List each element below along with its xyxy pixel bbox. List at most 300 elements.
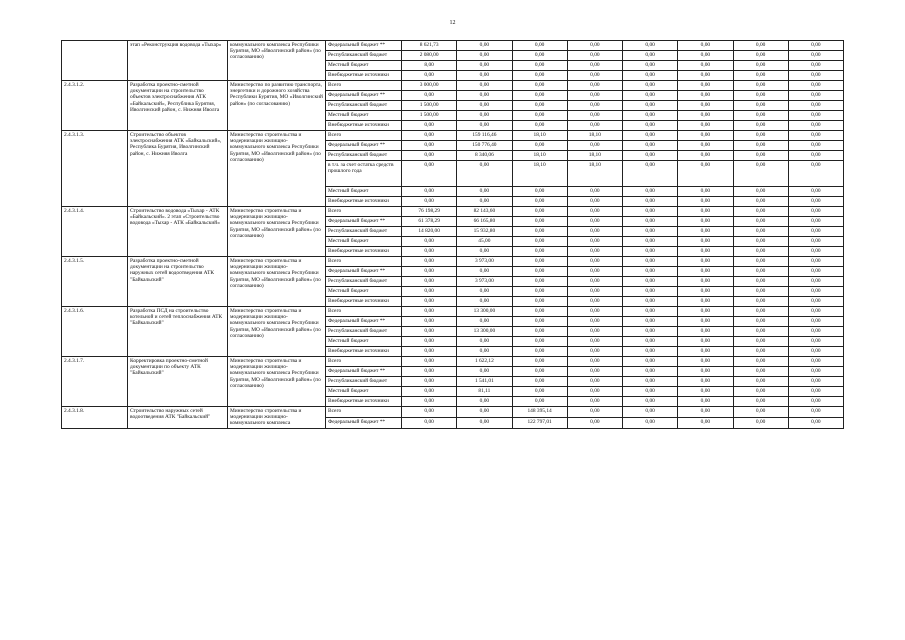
amount-cell: 0,00 (512, 257, 567, 267)
amount-cell: 0,00 (678, 131, 733, 141)
amount-cell: 0,00 (678, 71, 733, 81)
amount-cell: 0,00 (678, 367, 733, 377)
amount-cell: 0,00 (512, 197, 567, 207)
funding-source: Республиканский бюджет (326, 151, 402, 161)
amount-cell: 0,00 (788, 121, 843, 131)
amount-cell: 0,00 (512, 91, 567, 101)
amount-cell: 0,00 (733, 407, 788, 418)
amount-cell: 0,00 (567, 71, 622, 81)
funding-source: Внебюджетные источники (326, 347, 402, 357)
amount-cell: 0,00 (567, 91, 622, 101)
amount-cell: 0,00 (788, 357, 843, 367)
amount-cell: 8,00 (402, 61, 457, 71)
amount-cell: 0,00 (512, 397, 567, 407)
amount-cell: 0,00 (567, 267, 622, 277)
amount-cell: 2 080,00 (402, 51, 457, 61)
amount-cell: 0,00 (678, 227, 733, 237)
amount-cell: 0,00 (678, 81, 733, 91)
amount-cell: 0,00 (402, 91, 457, 101)
amount-cell: 150 776,40 (457, 141, 512, 151)
funding-source: Федеральный бюджет ** (326, 367, 402, 377)
funding-source: Всего (326, 131, 402, 141)
amount-cell: 0,00 (567, 327, 622, 337)
amount-cell: 0,00 (512, 141, 567, 151)
amount-cell: 0,00 (457, 297, 512, 307)
amount-cell: 0,00 (512, 207, 567, 217)
amount-cell: 0,00 (567, 247, 622, 257)
amount-cell: 0,00 (457, 187, 512, 197)
amount-cell: 0,00 (733, 297, 788, 307)
table-row (62, 131, 844, 141)
amount-cell: 0,00 (733, 187, 788, 197)
amount-cell: 0,00 (733, 247, 788, 257)
amount-cell: 0,00 (788, 207, 843, 217)
table-row (62, 81, 844, 91)
amount-cell: 0,00 (623, 161, 678, 187)
amount-cell: 0,00 (512, 81, 567, 91)
amount-cell: 0,00 (402, 141, 457, 151)
table-row (62, 307, 844, 317)
amount-cell: 0,00 (512, 101, 567, 111)
amount-cell: 15 932,80 (457, 227, 512, 237)
amount-cell: 0,00 (567, 197, 622, 207)
amount-cell: 0,00 (623, 307, 678, 317)
amount-cell: 0,00 (567, 51, 622, 61)
amount-cell: 0,00 (788, 307, 843, 317)
amount-cell: 0,00 (733, 347, 788, 357)
item-executor: коммунального комплекса Республики Бурятия, МО «Иволгинский район» (по согласованию) (228, 41, 326, 81)
amount-cell: 0,00 (733, 327, 788, 337)
amount-cell: 0,00 (402, 327, 457, 337)
amount-cell: 1 622,12 (457, 357, 512, 367)
amount-cell: 0,00 (623, 101, 678, 111)
amount-cell: 0,00 (457, 91, 512, 101)
amount-cell: 0,00 (788, 161, 843, 187)
funding-source: Местный бюджет (326, 387, 402, 397)
amount-cell: 0,00 (567, 41, 622, 51)
amount-cell: 0,00 (402, 121, 457, 131)
amount-cell: 0,00 (678, 387, 733, 397)
amount-cell: 66 165,80 (457, 217, 512, 227)
amount-cell: 0,00 (457, 407, 512, 418)
amount-cell: 0,00 (733, 161, 788, 187)
amount-cell: 0,00 (402, 377, 457, 387)
item-name: Корректировка проектно-сметной документации по объекту АТК "Байкальский" (128, 357, 228, 407)
amount-cell: 0,00 (567, 387, 622, 397)
amount-cell: 0,00 (678, 337, 733, 347)
amount-cell: 0,00 (457, 81, 512, 91)
amount-cell: 0,00 (678, 217, 733, 227)
amount-cell: 0,00 (402, 247, 457, 257)
amount-cell: 0,00 (567, 101, 622, 111)
amount-cell: 0,00 (567, 81, 622, 91)
amount-cell: 0,00 (567, 337, 622, 347)
amount-cell: 18,10 (512, 131, 567, 141)
amount-cell: 0,00 (788, 217, 843, 227)
funding-source: Республиканский бюджет (326, 277, 402, 287)
table-row (62, 257, 844, 267)
amount-cell: 0,00 (788, 51, 843, 61)
amount-cell: 0,00 (623, 61, 678, 71)
amount-cell: 0,00 (623, 91, 678, 101)
amount-cell: 0,00 (457, 417, 512, 428)
amount-cell: 0,00 (512, 377, 567, 387)
table-row (62, 41, 844, 51)
amount-cell: 0,00 (623, 51, 678, 61)
funding-source: Федеральный бюджет ** (326, 41, 402, 51)
amount-cell: 0,00 (512, 111, 567, 121)
amount-cell: 0,00 (457, 397, 512, 407)
amount-cell: 0,00 (567, 297, 622, 307)
amount-cell: 0,00 (623, 317, 678, 327)
funding-source: Республиканский бюджет (326, 227, 402, 237)
amount-cell: 0,00 (512, 327, 567, 337)
amount-cell: 0,00 (567, 217, 622, 227)
amount-cell: 0,00 (512, 347, 567, 357)
amount-cell: 0,00 (457, 111, 512, 121)
amount-cell: 3 973,00 (457, 257, 512, 267)
amount-cell: 0,00 (733, 417, 788, 428)
amount-cell: 0,00 (623, 347, 678, 357)
amount-cell: 0,00 (678, 111, 733, 121)
funding-source: Всего (326, 207, 402, 217)
amount-cell: 0,00 (512, 337, 567, 347)
amount-cell: 0,00 (457, 367, 512, 377)
amount-cell: 0,00 (512, 41, 567, 51)
amount-cell: 18,10 (512, 151, 567, 161)
amount-cell: 0,00 (567, 61, 622, 71)
amount-cell: 0,00 (512, 247, 567, 257)
amount-cell: 0,00 (733, 227, 788, 237)
amount-cell: 0,00 (678, 151, 733, 161)
amount-cell: 0,00 (788, 297, 843, 307)
amount-cell: 0,00 (678, 257, 733, 267)
amount-cell: 0,00 (733, 367, 788, 377)
amount-cell: 0,00 (733, 397, 788, 407)
amount-cell: 0,00 (733, 197, 788, 207)
amount-cell: 76 198,29 (402, 207, 457, 217)
amount-cell: 0,00 (402, 197, 457, 207)
funding-source: Местный бюджет (326, 61, 402, 71)
amount-cell: 0,00 (512, 267, 567, 277)
item-code (62, 41, 128, 81)
amount-cell: 61 378,29 (402, 217, 457, 227)
amount-cell: 0,00 (457, 287, 512, 297)
item-executor: Министерство строительства и модернизации жилищно-коммунального комплекса (228, 407, 326, 429)
table-row (62, 357, 844, 367)
amount-cell: 0,00 (788, 337, 843, 347)
amount-cell: 0,00 (512, 357, 567, 367)
amount-cell: 8 340,06 (457, 151, 512, 161)
amount-cell: 0,00 (567, 417, 622, 428)
amount-cell: 0,00 (733, 151, 788, 161)
amount-cell: 0,00 (678, 307, 733, 317)
funding-source: Республиканский бюджет (326, 101, 402, 111)
amount-cell: 0,00 (788, 257, 843, 267)
amount-cell: 0,00 (788, 327, 843, 337)
amount-cell: 0,00 (567, 347, 622, 357)
item-name: Строительство наружных сетей водоотведения АТК "Байкальский" (128, 407, 228, 429)
amount-cell: 0,00 (788, 247, 843, 257)
amount-cell: 0,00 (402, 357, 457, 367)
amount-cell: 81,11 (457, 387, 512, 397)
amount-cell: 0,00 (457, 41, 512, 51)
amount-cell: 0,00 (788, 141, 843, 151)
amount-cell: 0,00 (623, 111, 678, 121)
amount-cell: 0,00 (402, 297, 457, 307)
amount-cell: 0,00 (788, 101, 843, 111)
amount-cell: 0,00 (788, 417, 843, 428)
amount-cell: 0,00 (788, 347, 843, 357)
amount-cell: 0,00 (623, 187, 678, 197)
amount-cell: 0,00 (623, 81, 678, 91)
amount-cell: 0,00 (402, 267, 457, 277)
amount-cell: 0,00 (457, 51, 512, 61)
amount-cell: 0,00 (623, 217, 678, 227)
funding-source: Местный бюджет (326, 187, 402, 197)
amount-cell: 0,00 (733, 111, 788, 121)
amount-cell: 0,00 (623, 377, 678, 387)
amount-cell: 0,00 (678, 207, 733, 217)
amount-cell: 0,00 (733, 41, 788, 51)
amount-cell: 0,00 (623, 131, 678, 141)
amount-cell: 0,00 (402, 307, 457, 317)
amount-cell: 0,00 (788, 151, 843, 161)
amount-cell: 0,00 (567, 207, 622, 217)
amount-cell: 0,00 (512, 51, 567, 61)
amount-cell: 0,00 (402, 257, 457, 267)
item-code: 2.4.3.1.2. (62, 81, 128, 131)
amount-cell: 0,00 (788, 41, 843, 51)
amount-cell: 0,00 (512, 367, 567, 377)
amount-cell: 0,00 (678, 267, 733, 277)
item-code: 2.4.3.1.5. (62, 257, 128, 307)
funding-source: Внебюджетные источники (326, 297, 402, 307)
amount-cell: 148 395,14 (512, 407, 567, 418)
amount-cell: 8 621,73 (402, 41, 457, 51)
amount-cell: 0,00 (733, 337, 788, 347)
amount-cell: 0,00 (402, 131, 457, 141)
amount-cell: 3 000,00 (402, 81, 457, 91)
amount-cell: 0,00 (623, 287, 678, 297)
amount-cell: 0,00 (457, 197, 512, 207)
amount-cell: 0,00 (788, 227, 843, 237)
amount-cell: 0,00 (733, 61, 788, 71)
item-executor: Министерство строительства и модернизации жилищно-коммунального комплекса Республики Бурятия, МО «Иволгинский район» (по согласованию) (228, 207, 326, 257)
amount-cell: 0,00 (512, 387, 567, 397)
amount-cell: 0,00 (678, 317, 733, 327)
item-name: Строительство водовода «Тыхар - АТК «Байкальский». 2 этап «Строительство водовода «Тыхар - АТК «Байкальский» (128, 207, 228, 257)
amount-cell: 0,00 (733, 131, 788, 141)
amount-cell: 0,00 (678, 161, 733, 187)
amount-cell: 0,00 (788, 397, 843, 407)
amount-cell: 0,00 (623, 257, 678, 267)
item-code: 2.4.3.1.4. (62, 207, 128, 257)
amount-cell: 0,00 (512, 61, 567, 71)
amount-cell: 0,00 (678, 287, 733, 297)
amount-cell: 0,00 (678, 407, 733, 418)
amount-cell: 0,00 (678, 101, 733, 111)
amount-cell: 0,00 (733, 287, 788, 297)
amount-cell: 0,00 (567, 227, 622, 237)
amount-cell: 0,00 (567, 111, 622, 121)
funding-source: Всего (326, 357, 402, 367)
amount-cell: 0,00 (512, 217, 567, 227)
amount-cell: 0,00 (567, 357, 622, 367)
amount-cell: 0,00 (567, 277, 622, 287)
amount-cell: 0,00 (623, 387, 678, 397)
amount-cell: 0,00 (788, 197, 843, 207)
amount-cell: 0,00 (623, 407, 678, 418)
amount-cell: 0,00 (733, 377, 788, 387)
amount-cell: 0,00 (402, 187, 457, 197)
amount-cell: 0,00 (567, 407, 622, 418)
amount-cell: 0,00 (733, 121, 788, 131)
amount-cell: 14 820,00 (402, 227, 457, 237)
amount-cell: 0,00 (623, 397, 678, 407)
amount-cell: 0,00 (788, 187, 843, 197)
funding-source: Республиканский бюджет (326, 377, 402, 387)
amount-cell: 0,00 (402, 397, 457, 407)
item-executor: Министерство строительства и модернизации жилищно-коммунального комплекса Республики Бурятия, МО «Иволгинский район» (по согласованию) (228, 307, 326, 357)
amount-cell: 0,00 (402, 287, 457, 297)
amount-cell: 0,00 (788, 237, 843, 247)
amount-cell: 13 300,00 (457, 327, 512, 337)
amount-cell: 0,00 (678, 237, 733, 247)
item-executor: Министерство строительства и модернизации жилищно-коммунального комплекса Республики Бурятия, МО «Иволгинский район» (по согласованию) (228, 131, 326, 207)
page-number: 12 (449, 20, 456, 26)
amount-cell: 0,00 (733, 101, 788, 111)
amount-cell: 0,00 (788, 287, 843, 297)
amount-cell: 0,00 (788, 61, 843, 71)
funding-source: Республиканский бюджет (326, 51, 402, 61)
amount-cell: 0,00 (623, 197, 678, 207)
amount-cell: 0,00 (567, 367, 622, 377)
amount-cell: 0,00 (788, 131, 843, 141)
amount-cell: 0,00 (457, 337, 512, 347)
amount-cell: 0,00 (678, 41, 733, 51)
amount-cell: 0,00 (567, 187, 622, 197)
amount-cell: 0,00 (623, 367, 678, 377)
amount-cell: 0,00 (623, 121, 678, 131)
amount-cell: 0,00 (402, 151, 457, 161)
amount-cell: 0,00 (788, 317, 843, 327)
funding-source: Всего (326, 307, 402, 317)
funding-source: Местный бюджет (326, 287, 402, 297)
amount-cell: 0,00 (457, 347, 512, 357)
funding-source: Внебюджетные источники (326, 121, 402, 131)
amount-cell: 0,00 (623, 337, 678, 347)
amount-cell: 0,00 (512, 227, 567, 237)
amount-cell: 0,00 (457, 317, 512, 327)
amount-cell: 0,00 (623, 71, 678, 81)
amount-cell: 0,00 (733, 267, 788, 277)
amount-cell: 0,00 (678, 51, 733, 61)
amount-cell: 0,00 (512, 287, 567, 297)
amount-cell: 0,00 (678, 247, 733, 257)
amount-cell: 0,00 (567, 141, 622, 151)
amount-cell: 0,00 (678, 297, 733, 307)
amount-cell: 0,00 (567, 397, 622, 407)
funding-source: Внебюджетные источники (326, 397, 402, 407)
amount-cell: 0,00 (788, 267, 843, 277)
amount-cell: 0,00 (567, 377, 622, 387)
amount-cell: 0,00 (512, 71, 567, 81)
amount-cell: 0,00 (567, 317, 622, 327)
amount-cell: 0,00 (623, 207, 678, 217)
amount-cell: 82 143,60 (457, 207, 512, 217)
amount-cell: 0,00 (567, 237, 622, 247)
funding-source: Внебюджетные источники (326, 71, 402, 81)
table-row (62, 207, 844, 217)
amount-cell: 159 116,46 (457, 131, 512, 141)
amount-cell: 0,00 (788, 407, 843, 418)
funding-source: Федеральный бюджет ** (326, 267, 402, 277)
amount-cell: 0,00 (623, 357, 678, 367)
funding-source: Местный бюджет (326, 337, 402, 347)
amount-cell: 0,00 (623, 267, 678, 277)
item-code: 2.4.3.1.6. (62, 307, 128, 357)
item-executor: Министерство строительства и модернизации жилищно-коммунального комплекса Республики Бурятия, МО «Иволгинский район» (по согласованию) (228, 257, 326, 307)
funding-source: Всего (326, 257, 402, 267)
amount-cell: 0,00 (512, 317, 567, 327)
amount-cell: 0,00 (402, 407, 457, 418)
amount-cell: 0,00 (733, 387, 788, 397)
amount-cell: 18,10 (567, 151, 622, 161)
amount-cell: 0,00 (678, 377, 733, 387)
amount-cell: 18,10 (512, 161, 567, 187)
amount-cell: 0,00 (678, 327, 733, 337)
item-name: этап «Реконструкция водовода «Тыхар» (128, 41, 228, 81)
amount-cell: 0,00 (733, 307, 788, 317)
amount-cell: 0,00 (402, 277, 457, 287)
item-code: 2.4.3.1.3. (62, 131, 128, 207)
amount-cell: 0,00 (512, 277, 567, 287)
item-name: Строительство объектов электроснабжения АТК «Байкальский», Республика Бурятия, Иволгинский район, с. Нижняя Иволга (128, 131, 228, 207)
amount-cell: 0,00 (567, 307, 622, 317)
amount-cell: 0,00 (788, 387, 843, 397)
amount-cell: 0,00 (623, 227, 678, 237)
amount-cell: 0,00 (567, 257, 622, 267)
amount-cell: 0,00 (402, 387, 457, 397)
amount-cell: 0,00 (402, 317, 457, 327)
item-name: Разработка проектно-сметной документации на строительство объектов электроснабжения АТК «Байкальский», Республика Бурятия, Иволгинский район, с. Нижняя Иволга (128, 81, 228, 131)
amount-cell: 0,00 (457, 101, 512, 111)
amount-cell: 0,00 (788, 277, 843, 287)
amount-cell: 0,00 (733, 357, 788, 367)
amount-cell: 0,00 (678, 357, 733, 367)
amount-cell: 0,00 (512, 237, 567, 247)
amount-cell: 0,00 (733, 237, 788, 247)
amount-cell: 0,00 (457, 247, 512, 257)
amount-cell: 0,00 (678, 277, 733, 287)
amount-cell: 0,00 (678, 61, 733, 71)
amount-cell: 0,00 (402, 161, 457, 187)
amount-cell: 1 541,01 (457, 377, 512, 387)
funding-source: Всего (326, 407, 402, 418)
item-code: 2.4.3.1.8. (62, 407, 128, 429)
item-code: 2.4.3.1.7. (62, 357, 128, 407)
funding-source: Федеральный бюджет ** (326, 317, 402, 327)
amount-cell: 0,00 (733, 141, 788, 151)
amount-cell: 18,10 (567, 161, 622, 187)
amount-cell: 0,00 (678, 187, 733, 197)
item-executor: Министерство строительства и модернизации жилищно-коммунального комплекса Республики Бурятия, МО «Иволгинский район» (по согласованию) (228, 357, 326, 407)
amount-cell: 0,00 (512, 187, 567, 197)
amount-cell: 0,00 (623, 237, 678, 247)
amount-cell: 0,00 (623, 417, 678, 428)
amount-cell: 0,00 (457, 71, 512, 81)
